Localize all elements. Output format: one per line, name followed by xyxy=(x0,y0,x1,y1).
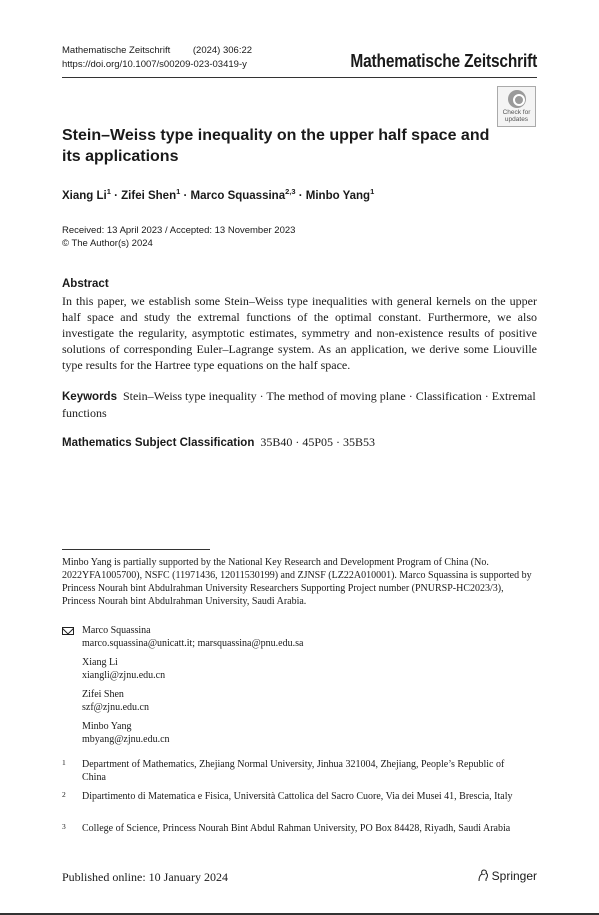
contact-name: Marco Squassina xyxy=(82,625,151,636)
published-online: Published online: 10 January 2024 xyxy=(62,870,228,884)
article-dates xyxy=(62,224,295,250)
affiliation-number: 1 xyxy=(62,758,66,767)
funding-footnote: Minbo Yang is partially supported by the National Key Research and Development Program of China (No. 2022YFA1005700), NSFC (11971436, 12011530199) and ZJNSF (LZ22A010001). Marco Squassina is supported by Princess Nourah bint Abdulrahman University Researchers Supporting Project number (PNURSP-HC2023/3), Princess Nourah bint Abdulrahman University, Saudi Arabia. xyxy=(62,557,532,607)
publisher-name: Springer xyxy=(491,869,537,883)
author-list xyxy=(62,187,374,202)
publisher-logo xyxy=(477,869,537,883)
journal-title: Mathematische Zeitschrift xyxy=(350,51,537,71)
citation: (2024) 306:22 xyxy=(192,45,253,56)
author-affil-ref: 1 xyxy=(176,187,181,196)
footnote-rule xyxy=(62,549,210,550)
contact-name: Minbo Yang xyxy=(82,721,132,732)
author-name: Minbo Yang xyxy=(305,189,371,202)
author-name: Zifei Shen xyxy=(121,189,177,202)
author-affil-ref: 1 xyxy=(370,187,375,196)
running-header xyxy=(62,44,252,72)
contact-email[interactable]: mbyang@zjnu.edu.cn xyxy=(82,734,170,745)
envelope-icon xyxy=(62,627,74,635)
received-accepted: Received: 13 April 2023 / Accepted: 13 November 2023 xyxy=(62,225,296,236)
doi-link[interactable]: https://doi.org/10.1007/s00209-023-03419-y xyxy=(62,59,247,70)
badge-line1: Check for xyxy=(502,109,531,116)
author-name: Marco Squassina xyxy=(190,189,286,202)
check-for-updates-badge[interactable] xyxy=(497,86,536,127)
badge-line2: updates xyxy=(504,116,529,123)
abstract-text: In this paper, we establish some Stein–Weiss type inequalities with general kernels on the upper half space and study the extremal functions of the optimal constant. Furthermore, we also investigate the regularity, asymptotic estimates, symmetry and non-existence results of positive solutions of corresponding Euler–Lagrange system. As an application, we derive some Liouville type results for the Hartree type equations on the half space. xyxy=(62,294,537,372)
check-updates-icon xyxy=(508,90,526,108)
copyright: © The Author(s) 2024 xyxy=(62,238,153,249)
contact-email[interactable]: xiangli@zjnu.edu.cn xyxy=(82,670,166,681)
journal-name: Mathematische Zeitschrift xyxy=(62,45,171,56)
keywords xyxy=(62,388,537,421)
affiliation-number: 2 xyxy=(62,790,66,799)
author-affil-ref: 1 xyxy=(106,187,111,196)
keywords-text: Stein–Weiss type inequality · The method of moving plane · Classification · Extremal functions xyxy=(62,389,536,420)
springer-horse-icon xyxy=(477,869,489,882)
contact-item xyxy=(82,656,482,682)
abstract-heading: Abstract xyxy=(62,278,109,290)
contact-item xyxy=(82,688,482,714)
affiliation-text: College of Science, Princess Nourah Bint Abdul Rahman University, PO Box 84428, Riyadh, Saudi Arabia xyxy=(82,823,511,834)
author-name: Xiang Li xyxy=(62,189,107,202)
contact-item xyxy=(82,624,482,650)
keywords-label: Keywords xyxy=(62,391,117,403)
author-separator: · xyxy=(180,189,191,202)
author-separator: · xyxy=(110,189,122,202)
contact-email[interactable]: szf@zjnu.edu.cn xyxy=(82,702,149,713)
affiliation-text: Department of Mathematics, Zhejiang Normal University, Jinhua 321004, Zhejiang, People’s Republic of China xyxy=(82,759,505,783)
msc-label: Mathematics Subject Classification xyxy=(62,437,255,449)
author-affil-ref: 2,3 xyxy=(285,187,296,196)
affiliation-number: 3 xyxy=(62,822,66,831)
msc-classification xyxy=(62,435,375,450)
header-rule xyxy=(62,77,537,78)
contact-item xyxy=(82,720,482,746)
contact-email[interactable]: marco.squassina@unicatt.it; marsquassina@pnu.edu.sa xyxy=(82,638,304,649)
author-separator: · xyxy=(295,189,306,202)
msc-codes: 35B40 · 45P05 · 35B53 xyxy=(260,435,376,449)
contact-name: Xiang Li xyxy=(82,657,118,668)
affiliation-text: Dipartimento di Matematica e Fisica, Università Cattolica del Sacro Cuore, Via dei Musei 41, Brescia, Italy xyxy=(82,791,513,802)
paper-title: Stein–Weiss type inequality on the upper half space and its applications xyxy=(62,127,490,165)
contact-name: Zifei Shen xyxy=(82,689,124,700)
